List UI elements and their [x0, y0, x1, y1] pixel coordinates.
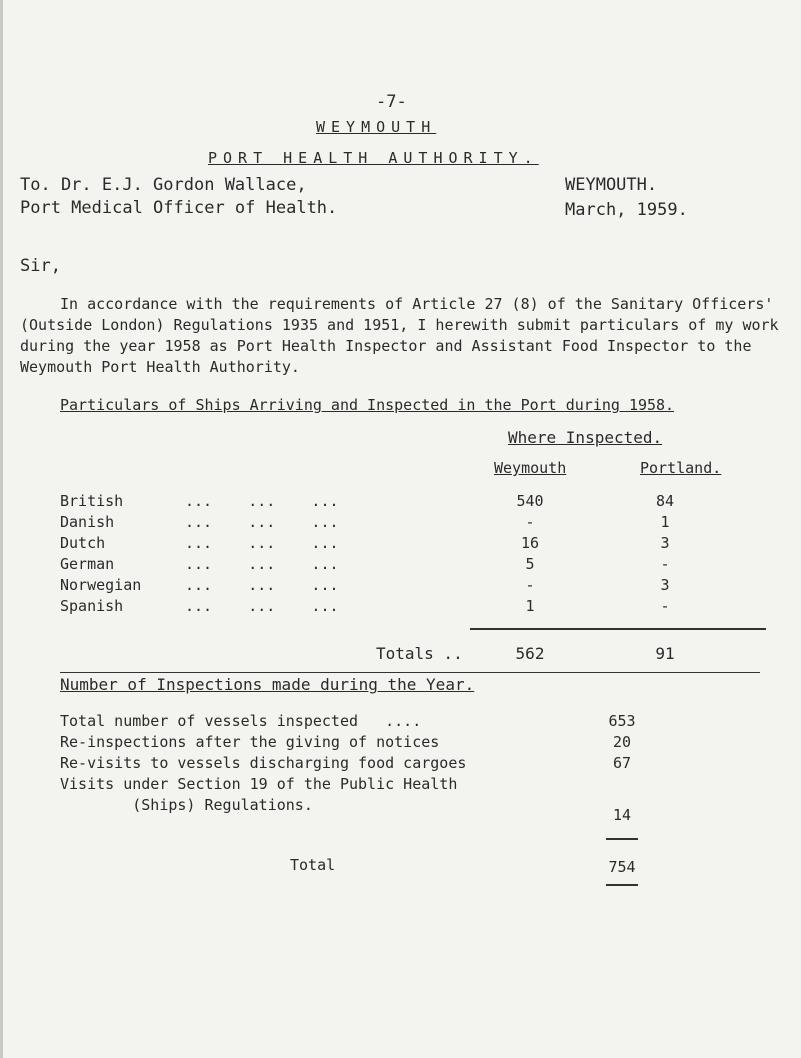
row-dots: ... ... ...	[185, 513, 339, 531]
intro-line-3: during the year 1958 as Port Health Inspector and Assistant Food Inspector to the	[20, 337, 752, 355]
total-rule	[606, 884, 638, 886]
totals-rule	[470, 628, 766, 630]
intro-line-4: Weymouth Port Health Authority.	[20, 358, 300, 376]
column-weymouth: Weymouth	[494, 459, 567, 477]
inspection-item-value: 67	[612, 754, 632, 772]
row-weymouth: 16	[520, 534, 540, 552]
row-dots: ... ... ...	[185, 555, 339, 573]
row-nationality: Norwegian	[60, 576, 142, 594]
intro-line-1: In accordance with the requirements of Article 27 (8) of the Sanitary Officers'	[60, 295, 774, 313]
inspection-item-label: Re-visits to vessels discharging food cargoes	[60, 754, 467, 772]
inspection-item-value: 14	[612, 806, 632, 824]
row-portland: 3	[660, 576, 670, 594]
intro-line-2: (Outside London) Regulations 1935 and 1951, I herewith submit particulars of my work	[20, 316, 779, 334]
page-number: -7-	[376, 92, 407, 112]
column-portland: Portland.	[640, 459, 722, 477]
row-nationality: Dutch	[60, 534, 106, 552]
inspections-total-label: Total	[290, 856, 336, 874]
inspection-item-label: Re-inspections after the giving of notices	[60, 733, 440, 751]
date: March, 1959.	[565, 200, 688, 220]
row-dots: ... ... ...	[185, 534, 339, 552]
row-nationality: British	[60, 492, 124, 510]
row-portland: 3	[660, 534, 670, 552]
subtotal-rule	[606, 838, 638, 840]
row-nationality: German	[60, 555, 115, 573]
inspection-item-label: (Ships) Regulations.	[60, 796, 313, 814]
row-dots: ... ... ...	[185, 492, 339, 510]
row-weymouth: 1	[525, 597, 535, 615]
row-nationality: Spanish	[60, 597, 124, 615]
place: WEYMOUTH.	[565, 175, 658, 195]
inspections-heading: Number of Inspections made during the Year.	[60, 675, 475, 694]
inspection-item-value: 653	[608, 712, 636, 730]
where-inspected-heading: Where Inspected.	[508, 428, 663, 447]
page-edge	[0, 0, 3, 1058]
row-portland: -	[660, 555, 670, 573]
row-dots: ... ... ...	[185, 597, 339, 615]
addressee-line-2: Port Medical Officer of Health.	[20, 198, 338, 218]
addressee-line-1: To. Dr. E.J. Gordon Wallace,	[20, 175, 307, 195]
row-weymouth: 540	[516, 492, 544, 510]
row-portland: -	[660, 597, 670, 615]
inspection-item-label: Total number of vessels inspected ....	[60, 712, 422, 730]
page-subtitle: PORT HEALTH AUTHORITY.	[208, 149, 539, 167]
salutation: Sir,	[20, 256, 61, 276]
row-weymouth: 5	[525, 555, 535, 573]
row-dots: ... ... ...	[185, 576, 339, 594]
row-portland: 1	[660, 513, 670, 531]
total-portland: 91	[655, 644, 675, 663]
row-nationality: Danish	[60, 513, 115, 531]
total-weymouth: 562	[515, 644, 545, 663]
page-title: WEYMOUTH	[316, 118, 437, 136]
section-rule	[60, 672, 760, 673]
inspection-item-label: Visits under Section 19 of the Public Health	[60, 775, 458, 793]
row-weymouth: -	[525, 576, 535, 594]
totals-label: Totals ..	[376, 644, 463, 663]
row-portland: 84	[655, 492, 675, 510]
row-weymouth: -	[525, 513, 535, 531]
inspection-item-value: 20	[612, 733, 632, 751]
inspections-total-value: 754	[608, 858, 636, 876]
ships-heading: Particulars of Ships Arriving and Inspected in the Port during 1958.	[60, 396, 675, 414]
